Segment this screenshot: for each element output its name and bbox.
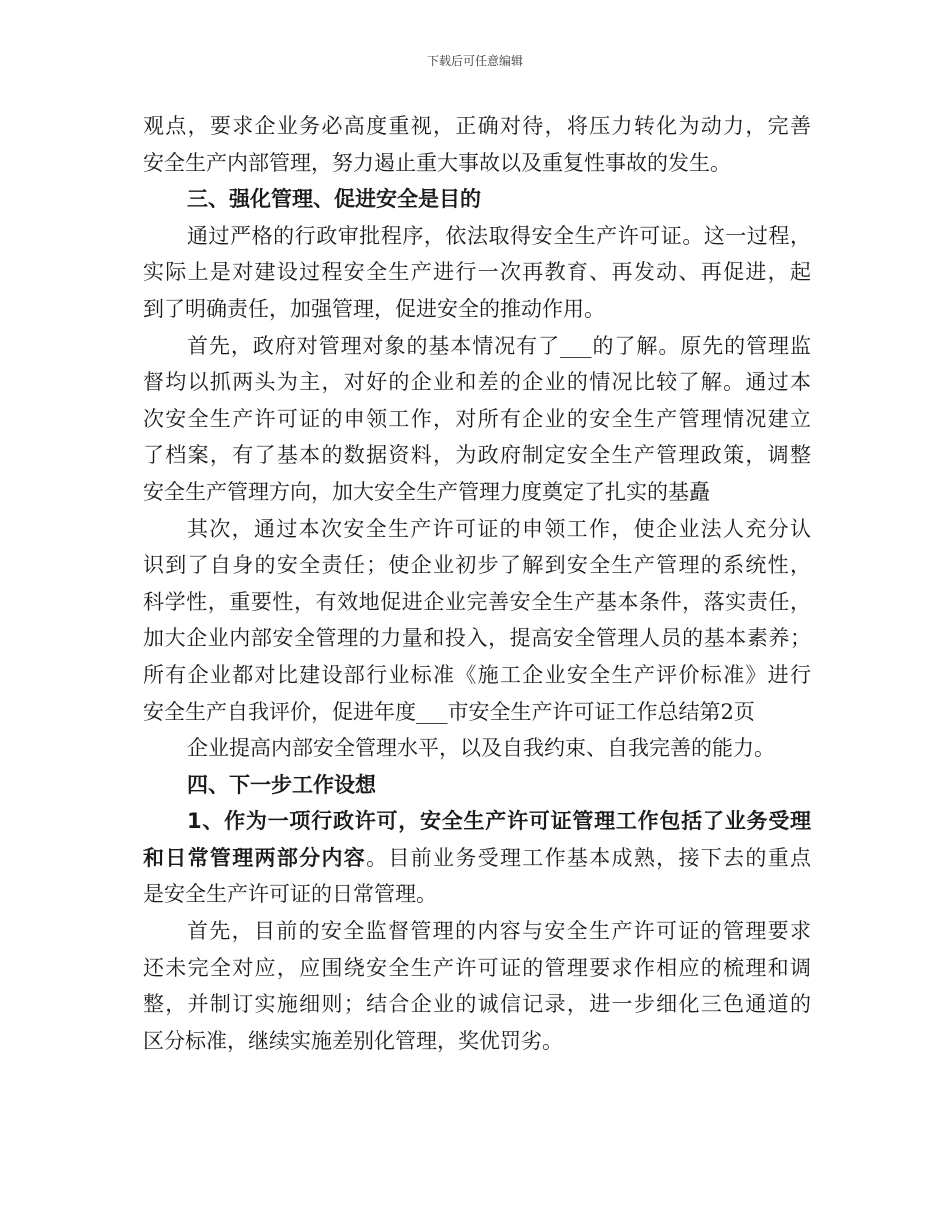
text-line: 实际上是对建设过程安全生产进行一次再教育、再发动、再促进，起 xyxy=(143,260,811,285)
text-line: 科学性，重要性，有效地促进企业完善安全生产基本条件，落实责任， xyxy=(143,589,811,614)
text-line: 安全生产内部管理，努力遏止重大事故以及重复性事故的发生。 xyxy=(143,150,731,175)
text-line: 安全生产管理方向，加大安全生产管理力度奠定了扎实的基矗 xyxy=(143,479,710,504)
text-line xyxy=(143,840,811,877)
text-line: 是安全生产许可证的日常管理。 xyxy=(143,882,437,907)
text-line: 企业提高内部安全管理水平，以及自我约束、自我完善的能力。 xyxy=(187,736,775,761)
text-line: 到了明确责任，加强管理，促进安全的推动作用。 xyxy=(143,296,605,321)
text-line: 首先，政府对管理对象的基本情况有了___的了解。原先的管理监 xyxy=(187,333,811,358)
text-line: 督均以抓两头为主，对好的企业和差的企业的情况比较了解。通过本 xyxy=(143,370,811,395)
text-line: 还未完全对应，应围绕安全生产许可证的管理要求作相应的梳理和调 xyxy=(143,955,811,980)
text-line: 次安全生产许可证的申领工作，对所有企业的安全生产管理情况建立 xyxy=(143,406,811,431)
bold-text: 1、作为一项行政许可，安全生产许可证管理工作包括了业务受理 xyxy=(187,809,811,834)
text-line: 安全生产自我评价，促进年度___市安全生产许可证工作总结第2页 xyxy=(143,699,755,724)
text-line xyxy=(143,803,811,840)
document-body xyxy=(143,108,811,1059)
header-note: 下载后可任意编辑 xyxy=(426,54,523,68)
text-line: 加大企业内部安全管理的力量和投入，提高安全管理人员的基本素养； xyxy=(143,626,811,651)
text-line: 首先，目前的安全监督管理的内容与安全生产许可证的管理要求 xyxy=(187,919,811,944)
text-line: 通过严格的行政审批程序，依法取得安全生产许可证。这一过程， xyxy=(187,223,811,248)
text-line: 区分标准，继续实施差别化管理，奖优罚劣。 xyxy=(143,1028,563,1053)
text-line: 其次，通过本次安全生产许可证的申领工作，使企业法人充分认 xyxy=(187,516,811,541)
text-line: 识到了自身的安全责任；使企业初步了解到安全生产管理的系统性， xyxy=(143,553,811,578)
text-line: 观点，要求企业务必高度重视，正确对待，将压力转化为动力，完善 xyxy=(143,114,811,138)
text-line: 整，并制订实施细则；结合企业的诚信记录，进一步细化三色通道的 xyxy=(143,992,811,1017)
section-heading: 三、强化管理、促进安全是目的 xyxy=(187,187,481,212)
text-line: 所有企业都对比建设部行业标准《施工企业安全生产评价标准》进行 xyxy=(143,662,811,687)
section-heading: 四、下一步工作设想 xyxy=(187,772,376,797)
bold-text: 和日常管理两部分内容 xyxy=(143,845,367,870)
text-line: 了档案，有了基本的数据资料，为政府制定安全生产管理政策，调整 xyxy=(143,443,811,468)
normal-text: 。目前业务受理工作基本成熟，接下去的重点 xyxy=(366,845,812,870)
